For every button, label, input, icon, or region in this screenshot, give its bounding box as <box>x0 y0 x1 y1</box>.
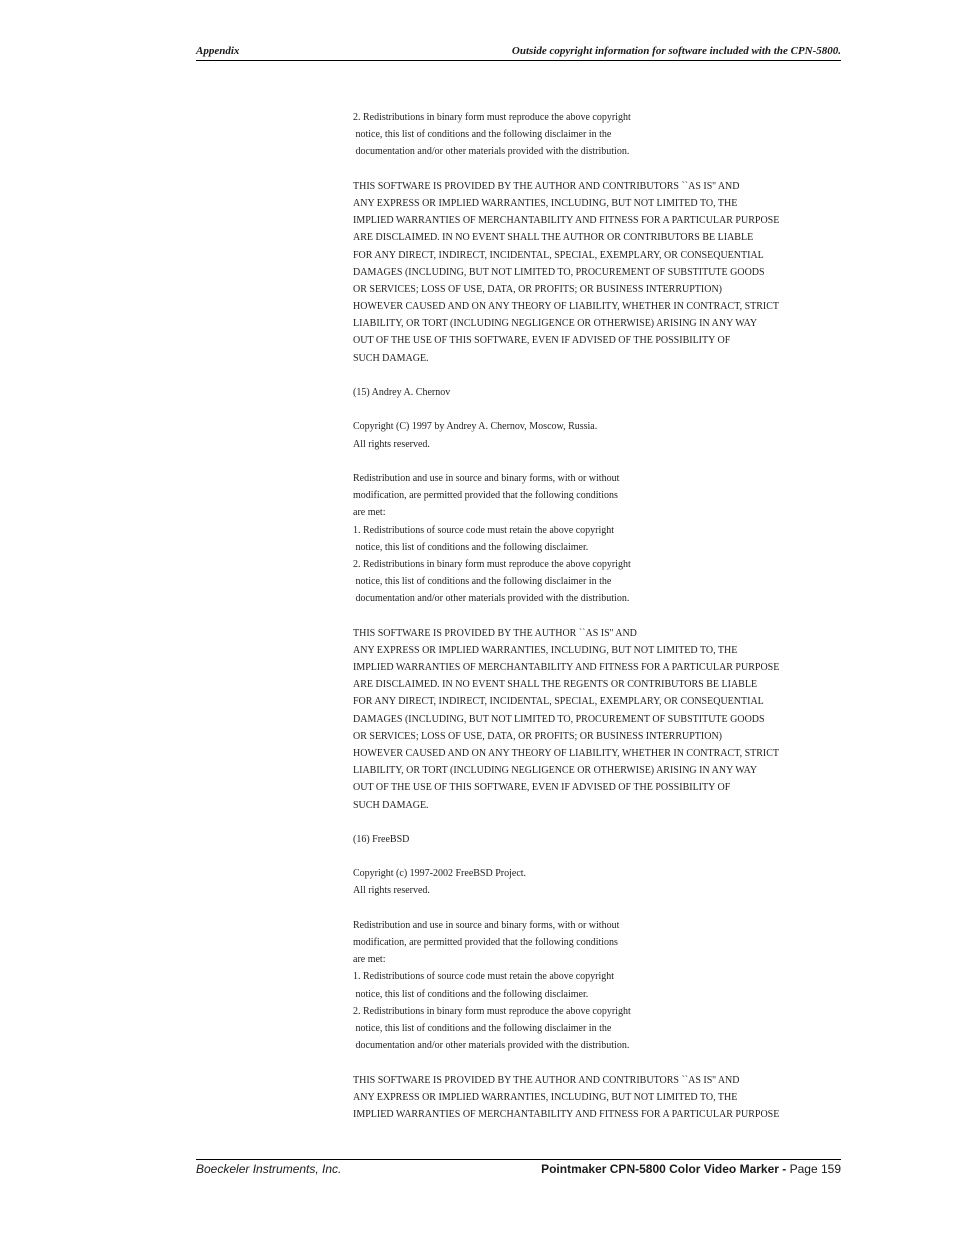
text-line: notice, this list of conditions and the following disclaimer in the <box>353 1022 612 1034</box>
text-line: (15) Andrey A. Chernov <box>353 387 451 398</box>
text-line: IMPLIED WARRANTIES OF MERCHANTABILITY AND FITNESS FOR A PARTICULAR PURPOSE <box>353 662 780 673</box>
text-line: IMPLIED WARRANTIES OF MERCHANTABILITY AND FITNESS FOR A PARTICULAR PURPOSE <box>353 215 780 227</box>
text-line: modification, are permitted provided that the following conditions <box>353 490 618 502</box>
text-line: SUCH DAMAGE. <box>353 352 429 364</box>
text-line: notice, this list of conditions and the following disclaimer. <box>353 988 589 1000</box>
text-line: Copyright (c) 1997-2002 FreeBSD Project. <box>353 868 527 880</box>
text-line: OR SERVICES; LOSS OF USE, DATA, OR PROFITS; OR BUSINESS INTERRUPTION) <box>353 730 723 742</box>
blank-line <box>353 814 833 831</box>
page-footer <box>196 1159 841 1180</box>
text-line: 1. Redistributions of source code must retain the above copyright <box>353 524 615 536</box>
text-line: notice, this list of conditions and the following disclaimer in the <box>353 576 612 588</box>
text-line: ANY EXPRESS OR IMPLIED WARRANTIES, INCLUDING, BUT NOT LIMITED TO, THE <box>353 644 738 656</box>
text-line: 1. Redistributions of source code must retain the above copyright <box>353 971 615 983</box>
header-title: Outside copyright information for software included with the CPN-5800. <box>511 45 841 57</box>
text-line: THIS SOFTWARE IS PROVIDED BY THE AUTHOR ``AS IS'' AND <box>353 627 637 639</box>
footer-product-name: Pointmaker CPN-5800 Color Video Marker - <box>541 1162 787 1176</box>
footer-company: Boeckeler Instruments, Inc. <box>196 1162 342 1176</box>
blank-line <box>353 453 833 470</box>
text-line: THIS SOFTWARE IS PROVIDED BY THE AUTHOR AND CONTRIBUTORS ``AS IS'' AND <box>353 1074 740 1086</box>
text-line: are met: <box>353 954 386 966</box>
text-line: ARE DISCLAIMED. IN NO EVENT SHALL THE REGENTS OR CONTRIBUTORS BE LIABLE <box>353 679 758 691</box>
text-line: 2. Redistributions in binary form must reproduce the above copyright <box>353 112 631 123</box>
header-section-label: Appendix <box>196 45 240 57</box>
text-line: HOWEVER CAUSED AND ON ANY THEORY OF LIABILITY, WHETHER IN CONTRACT, STRICT <box>353 301 780 313</box>
text-line: are met: <box>353 507 386 519</box>
text-line: (16) FreeBSD <box>353 833 410 845</box>
text-line: Redistribution and use in source and binary forms, with or without <box>353 472 620 484</box>
footer-page-number: Page 159 <box>786 1162 841 1176</box>
text-line: THIS SOFTWARE IS PROVIDED BY THE AUTHOR AND CONTRIBUTORS ``AS IS'' AND <box>353 180 740 192</box>
text-line: DAMAGES (INCLUDING, BUT NOT LIMITED TO, PROCUREMENT OF SUBSTITUTE GOODS <box>353 266 765 278</box>
blank-line <box>353 900 833 917</box>
license-text-body <box>353 109 833 1123</box>
text-line: OR SERVICES; LOSS OF USE, DATA, OR PROFITS; OR BUSINESS INTERRUPTION) <box>353 283 723 295</box>
text-line: documentation and/or other materials provided with the distribution. <box>353 146 630 158</box>
text-line: documentation and/or other materials provided with the distribution. <box>353 593 630 605</box>
text-line: Redistribution and use in source and binary forms, with or without <box>353 919 620 931</box>
text-line: All rights reserved. <box>353 885 430 897</box>
text-line: HOWEVER CAUSED AND ON ANY THEORY OF LIABILITY, WHETHER IN CONTRACT, STRICT <box>353 747 780 759</box>
text-line: OUT OF THE USE OF THIS SOFTWARE, EVEN IF ADVISED OF THE POSSIBILITY OF <box>353 335 731 347</box>
text-line: LIABILITY, OR TORT (INCLUDING NEGLIGENCE OR OTHERWISE) ARISING IN ANY WAY <box>353 765 758 777</box>
text-line: ANY EXPRESS OR IMPLIED WARRANTIES, INCLUDING, BUT NOT LIMITED TO, THE <box>353 1091 738 1103</box>
blank-line <box>353 367 833 384</box>
text-line: Copyright (C) 1997 by Andrey A. Chernov, Moscow, Russia. <box>353 421 598 433</box>
text-line: All rights reserved. <box>353 438 430 450</box>
text-line: 2. Redistributions in binary form must reproduce the above copyright <box>353 558 631 570</box>
page-header <box>196 44 841 61</box>
text-line: LIABILITY, OR TORT (INCLUDING NEGLIGENCE OR OTHERWISE) ARISING IN ANY WAY <box>353 318 758 330</box>
blank-line <box>353 401 833 418</box>
text-line: OUT OF THE USE OF THIS SOFTWARE, EVEN IF ADVISED OF THE POSSIBILITY OF <box>353 782 731 794</box>
text-line: FOR ANY DIRECT, INDIRECT, INCIDENTAL, SPECIAL, EXEMPLARY, OR CONSEQUENTIAL <box>353 249 764 261</box>
text-line: IMPLIED WARRANTIES OF MERCHANTABILITY AND FITNESS FOR A PARTICULAR PURPOSE <box>353 1108 780 1120</box>
blank-line <box>353 848 833 865</box>
blank-line <box>353 607 833 624</box>
text-line: documentation and/or other materials provided with the distribution. <box>353 1040 630 1052</box>
text-line: 2. Redistributions in binary form must reproduce the above copyright <box>353 1005 631 1017</box>
text-line: DAMAGES (INCLUDING, BUT NOT LIMITED TO, PROCUREMENT OF SUBSTITUTE GOODS <box>353 713 765 725</box>
text-line: notice, this list of conditions and the following disclaimer in the <box>353 129 612 141</box>
text-line: modification, are permitted provided that the following conditions <box>353 937 618 948</box>
text-line: SUCH DAMAGE. <box>353 799 429 811</box>
blank-line <box>353 1054 833 1071</box>
text-line: FOR ANY DIRECT, INDIRECT, INCIDENTAL, SPECIAL, EXEMPLARY, OR CONSEQUENTIAL <box>353 696 764 708</box>
text-line: ANY EXPRESS OR IMPLIED WARRANTIES, INCLUDING, BUT NOT LIMITED TO, THE <box>353 197 738 209</box>
footer-product-page <box>541 1161 841 1177</box>
text-line: ARE DISCLAIMED. IN NO EVENT SHALL THE AUTHOR OR CONTRIBUTORS BE LIABLE <box>353 232 754 244</box>
text-line: notice, this list of conditions and the following disclaimer. <box>353 541 589 553</box>
blank-line <box>353 161 833 178</box>
